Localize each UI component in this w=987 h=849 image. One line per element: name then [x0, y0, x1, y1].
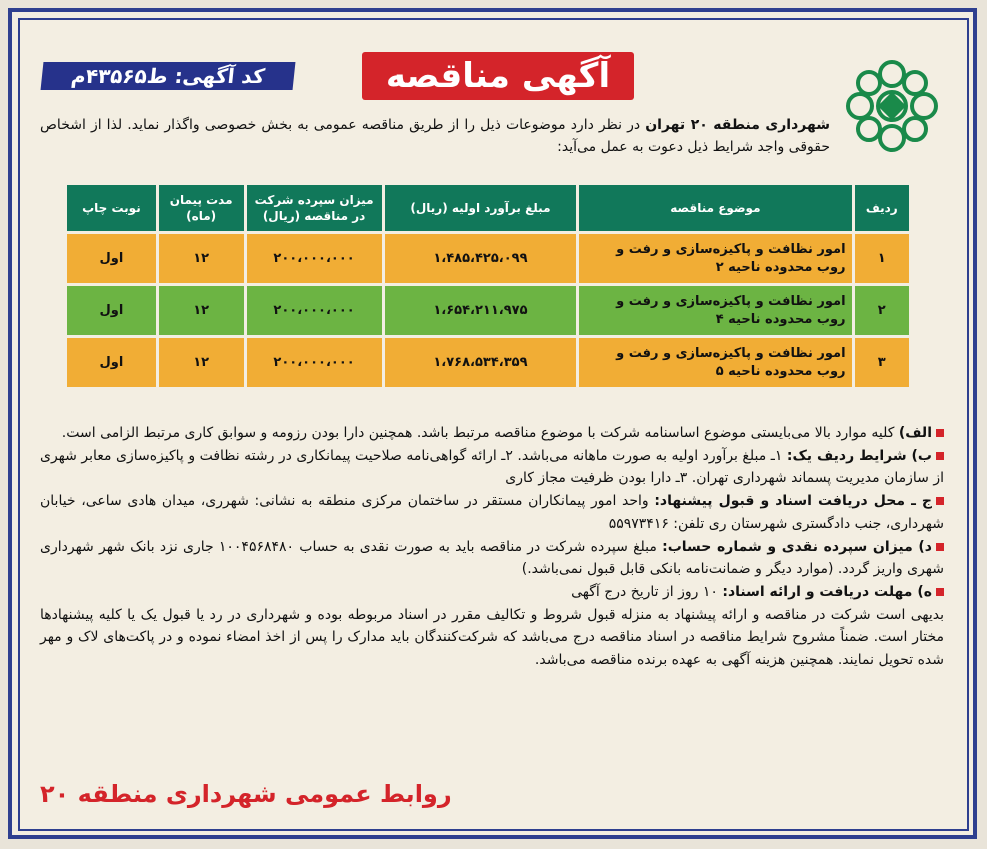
bullet-square-icon: [936, 429, 944, 437]
intro-paragraph: [40, 114, 830, 158]
table-row: [67, 338, 909, 387]
row-number: ۳: [855, 338, 909, 387]
tender-subject: امور نظافت و پاکیزه‌سازی و رفت و روب محدوده ناحیه ۴: [579, 286, 851, 335]
print-round: اول: [67, 234, 156, 283]
intro-text: در نظر دارد موضوعات ذیل را از طریق مناقصه عمومی به بخش خصوصی واگذار نماید. لذا از اشخاص حقوقی واجد شرایط ذیل دعوت به عمل می‌آید:: [40, 117, 830, 155]
section-heading: ب) شرایط ردیف یک:: [786, 447, 932, 464]
initial-estimate: ۱،۴۸۵،۴۲۵،۰۹۹: [385, 234, 577, 283]
section-text: واحد امور پیمانکاران مستقر در ساختمان مرکزی منطقه به نشانی: شهرری، میدان هادی ساعی، خیابان شهرداری، جنب دادگستری شهرستان ری تلفن: ۵۵۹۷۳۴۱۶: [40, 493, 944, 532]
print-round: اول: [67, 338, 156, 387]
contract-duration: ۱۲: [159, 234, 244, 283]
bullet-square-icon: [936, 543, 944, 551]
tender-subject: امور نظافت و پاکیزه‌سازی و رفت و روب محدوده ناحیه ۲: [579, 234, 851, 283]
intro-organization: شهرداری منطقه ۲۰ تهران: [645, 117, 830, 133]
section-text: ۱۰ روز از تاریخ درج آگهی: [571, 583, 723, 600]
row-number: ۱: [855, 234, 909, 283]
ad-code-badge: کد آگهی: ط۴۳۵۶۵م: [41, 62, 296, 90]
tender-subject: امور نظافت و پاکیزه‌سازی و رفت و روب محدوده ناحیه ۵: [579, 338, 851, 387]
row-number: ۲: [855, 286, 909, 335]
header-cell: ردیف: [855, 185, 909, 231]
deposit-amount: ۲۰۰،۰۰۰،۰۰۰: [247, 234, 382, 283]
section-text: کلیه موارد بالا می‌بایستی موضوع اساسنامه شرکت با موضوع مناقصه مرتبط باشد. همچنین دارا بودن رزومه و سوابق کاری مرتبط الزامی است.: [61, 425, 899, 441]
header-cell: میزان سپرده شرکت در مناقصه (ریال): [247, 185, 382, 231]
contract-duration: ۱۲: [159, 286, 244, 335]
tehran-municipality-emblem-icon: [844, 58, 940, 154]
header-cell: مبلغ برآورد اولیه (ریال): [385, 185, 577, 231]
deposit-amount: ۲۰۰،۰۰۰،۰۰۰: [247, 286, 382, 335]
print-round: اول: [67, 286, 156, 335]
tender-table: [64, 182, 912, 390]
table-row: [67, 234, 909, 283]
initial-estimate: ۱،۶۵۴،۲۱۱،۹۷۵: [385, 286, 577, 335]
section-heading: د) میزان سپرده نقدی و شماره حساب:: [662, 538, 932, 555]
section-heading: ه) مهلت دریافت و ارائه اسناد:: [722, 583, 932, 600]
conditions-body: [40, 422, 944, 672]
footer-signature: روابط عمومی شهرداری منطقه ۲۰: [40, 780, 452, 808]
section-text: مبلغ سپرده شرکت در مناقصه باید به صورت نقدی به حساب ۱۰۰۴۵۶۸۴۸۰ جاری نزد بانک شهر شهرداری شهری واریز گردد. (موارد دیگر و ضمانت‌نامه بانکی قابل قبول نمی‌باشد.): [40, 538, 944, 578]
deposit-amount: ۲۰۰،۰۰۰،۰۰۰: [247, 338, 382, 387]
header-cell: مدت پیمان (ماه): [159, 185, 244, 231]
section-heading: الف): [898, 425, 932, 441]
section-d: [40, 536, 944, 581]
section-b: [40, 445, 944, 490]
section-text: ۱ـ مبلغ برآورد اولیه به صورت ماهانه می‌باشد. ۲ـ ارائه گواهی‌نامه صلاحیت پیمانکاری در رشته نظافت و پاکیزه‌سازی معابر شهری از سازمان مدیریت پسماند شهرداری تهران. ۳ـ دارا بودن ظرفیت مجاز کاری: [40, 447, 944, 487]
closing-paragraph: بدیهی است شرکت در مناقصه و ارائه پیشنهاد به منزله قبول شروط و تکالیف مقرر در اسناد مربوطه بوده و شهرداری در رد یا قبول یک یا کلیه پیشنهادها مختار است. ضمناً مشروح شرایط مناقصه در اسناد مناقصه درج می‌باشد که شرکت‌کنندگان باید مدارک را پس از اخذ امضاء نموده و در پاکت‌های لاک و مهر شده تحویل نمایند. همچنین هزینه آگهی به عهده برنده مناقصه می‌باشد.: [40, 606, 944, 669]
page-title: آگهی مناقصه: [362, 52, 634, 100]
section-c: [40, 490, 944, 535]
section-a: [40, 422, 944, 445]
section-e: [40, 581, 944, 604]
initial-estimate: ۱،۷۶۸،۵۳۴،۳۵۹: [385, 338, 577, 387]
contract-duration: ۱۲: [159, 338, 244, 387]
header-cell: نوبت چاپ: [67, 185, 156, 231]
table-row: [67, 286, 909, 335]
bullet-square-icon: [936, 452, 944, 460]
header-cell: موضوع مناقصه: [579, 185, 851, 231]
bullet-square-icon: [936, 497, 944, 505]
table-header-row: [67, 185, 909, 231]
section-heading: ج ـ محل دریافت اسناد و قبول پیشنهاد:: [654, 493, 932, 510]
bullet-square-icon: [936, 588, 944, 596]
